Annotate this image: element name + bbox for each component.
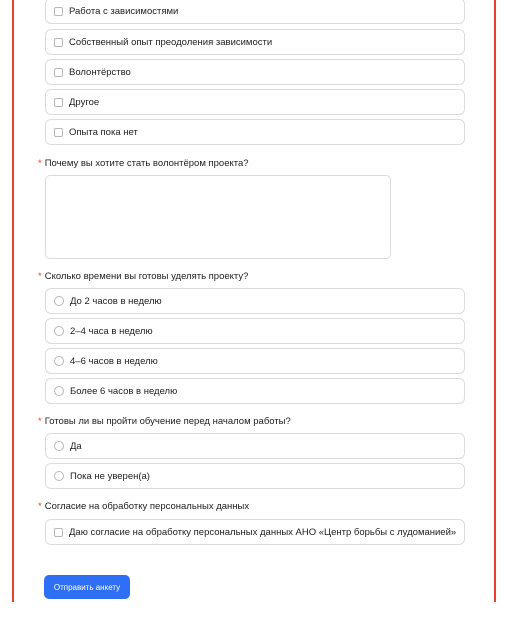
experience-option-other[interactable]	[45, 89, 465, 115]
option-label: Пока не уверен(а)	[70, 470, 150, 482]
option-label: Другое	[69, 96, 100, 108]
experience-option-none[interactable]	[45, 119, 465, 145]
motivation-textarea[interactable]	[45, 175, 391, 259]
question-label: Готовы ли вы пройти обучение перед началом работы?	[44, 416, 291, 427]
submit-button[interactable]: Отправить анкету	[44, 575, 130, 599]
radio-icon[interactable]	[54, 386, 64, 396]
time-option-more-6[interactable]	[45, 378, 465, 404]
time-option-2-4[interactable]	[45, 318, 465, 344]
motivation-question	[38, 158, 249, 169]
consent-question	[38, 501, 249, 512]
required-marker: *	[38, 158, 42, 169]
checkbox-icon[interactable]	[54, 528, 63, 537]
checkbox-icon[interactable]	[54, 98, 63, 107]
option-label: До 2 часов в неделю	[70, 295, 162, 307]
option-label: Собственный опыт преодоления зависимости	[69, 36, 273, 48]
time-option-4-6[interactable]	[45, 348, 465, 374]
option-label: Более 6 часов в неделю	[70, 385, 178, 397]
required-marker: *	[38, 271, 42, 282]
radio-icon[interactable]	[54, 441, 64, 451]
checkbox-icon[interactable]	[54, 7, 63, 16]
option-label: Даю согласие на обработку персональных данных АНО «Центр борьбы с лудоманией»	[69, 526, 457, 538]
radio-icon[interactable]	[54, 326, 64, 336]
required-marker: *	[38, 501, 42, 512]
question-label: Почему вы хотите стать волонтёром проекта?	[44, 158, 249, 169]
training-option-unsure[interactable]	[45, 463, 465, 489]
radio-icon[interactable]	[54, 296, 64, 306]
checkbox-icon[interactable]	[54, 128, 63, 137]
consent-option[interactable]	[45, 519, 465, 545]
option-label: Волонтёрство	[69, 66, 131, 78]
question-label: Согласие на обработку персональных данных	[44, 501, 250, 512]
question-label: Сколько времени вы готовы уделять проекту?	[44, 271, 249, 282]
option-label: 2–4 часа в неделю	[70, 325, 153, 337]
experience-option-addictions[interactable]	[45, 0, 465, 24]
radio-icon[interactable]	[54, 471, 64, 481]
time-option-up-to-2[interactable]	[45, 288, 465, 314]
experience-option-own-experience[interactable]	[45, 29, 465, 55]
experience-option-volunteering[interactable]	[45, 59, 465, 85]
option-label: 4–6 часов в неделю	[70, 355, 158, 367]
training-question	[38, 416, 291, 427]
time-question	[38, 271, 248, 282]
checkbox-icon[interactable]	[54, 38, 63, 47]
option-label: Да	[70, 440, 82, 452]
option-label: Работа с зависимостями	[69, 5, 179, 17]
option-label: Опыта пока нет	[69, 126, 138, 138]
checkbox-icon[interactable]	[54, 68, 63, 77]
radio-icon[interactable]	[54, 356, 64, 366]
training-option-yes[interactable]	[45, 433, 465, 459]
required-marker: *	[38, 416, 42, 427]
